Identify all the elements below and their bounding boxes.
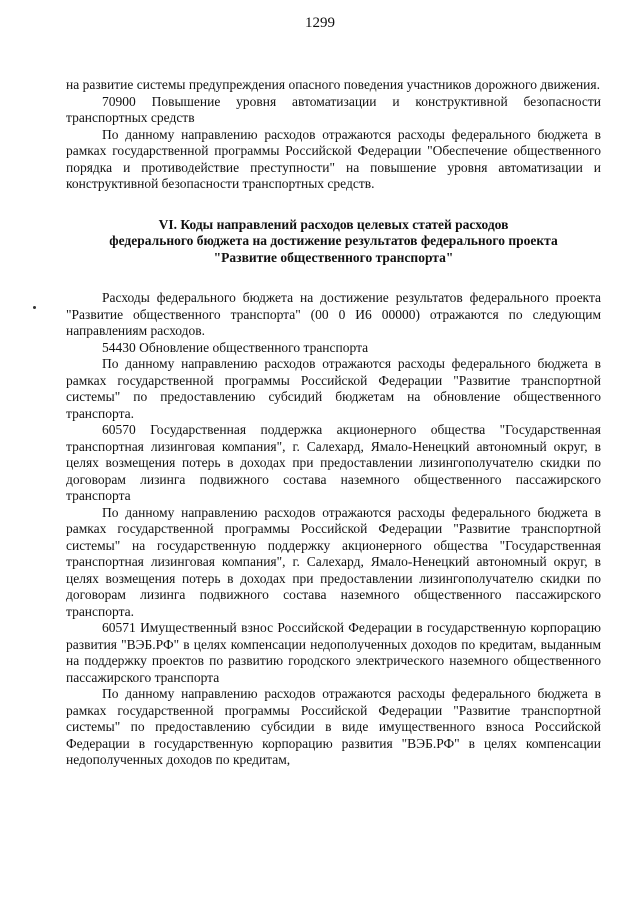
page-number: 1299 [305,15,335,31]
paragraph-bottom-1: 54430 Обновление общественного транспорта [102,339,369,355]
document-body [66,77,601,769]
paragraph-bottom-4: По данному направлению расходов отражаются расходы федерального бюджета в рамках государственной программы Российской Федерации "Развитие транспортной системы" на государственную поддержку акционерного общества "Государственная транспортная лизинговая компания", г. Салехард, Ямало-Ненецкий автономный округ, в целях возмещения потерь в доходах при предоставлении лизингополучателю скидки по договорам лизинга подвижного состава наземного общественного пассажирского транспорта. [66,504,601,619]
paragraph-bottom-0: Расходы федерального бюджета на достижение результатов федерального проекта "Развитие общественного транспорта" (00 0 И6 00000) отражаются по следующим направлениям расходов. [66,290,601,338]
paragraph-bottom-6: По данному направлению расходов отражаются расходы федерального бюджета в рамках государственной программы Российской Федерации "Развитие транспортной системы" по предоставлению субсидии в виде имущественного взноса Российской Федерации в государственную корпорацию развития "ВЭБ.РФ" в целях компенсации недополученных доходов по кредитам, [66,686,601,767]
section-heading-line-1: VI. Коды направлений расходов целевых статей расходов [158,216,509,232]
paragraph-bottom-3: 60570 Государственная поддержка акционерного общества "Государственная транспортная лизинговая компания", г. Салехард, Ямало-Ненецкий автономный округ, в целях возмещения потерь в доходах при предоставлении лизингополучателю скидки по договорам лизинга подвижного состава наземного общественного пассажирского транспорта [66,422,601,503]
paragraph-bottom-2: По данному направлению расходов отражаются расходы федерального бюджета в рамках государственной программы Российской Федерации "Развитие транспортной системы" по предоставлению субсидий бюджетам на обновление общественного транспорта. [66,356,601,421]
paragraph-top-2: По данному направлению расходов отражаются расходы федерального бюджета в рамках государственной программы Российской Федерации "Обеспечение общественного порядка и противодействие преступности" на повышение уровня автоматизации и конструктивной безопасности транспортных средств. [66,126,601,191]
paragraph-bottom-5: 60571 Имущественный взнос Российской Федерации в государственную корпорацию развития "ВЭБ.РФ" в целях компенсации недополученных доходов по кредитам, выданным на поддержку проектов по развитию городского электрического наземного общественного пассажирского транспорта [66,620,601,685]
paragraph-top-0: на развитие системы предупреждения опасного поведения участников дорожного движения. [66,77,600,92]
section-heading-line-2: федерального бюджета на достижение результатов федерального проекта [109,233,558,248]
section-heading-line-3: "Развитие общественного транспорта" [213,249,454,265]
scan-speck [33,306,36,309]
paragraph-top-1: 70900 Повышение уровня автоматизации и конструктивной безопасности транспортных средств [66,93,601,125]
section-heading [66,217,601,267]
